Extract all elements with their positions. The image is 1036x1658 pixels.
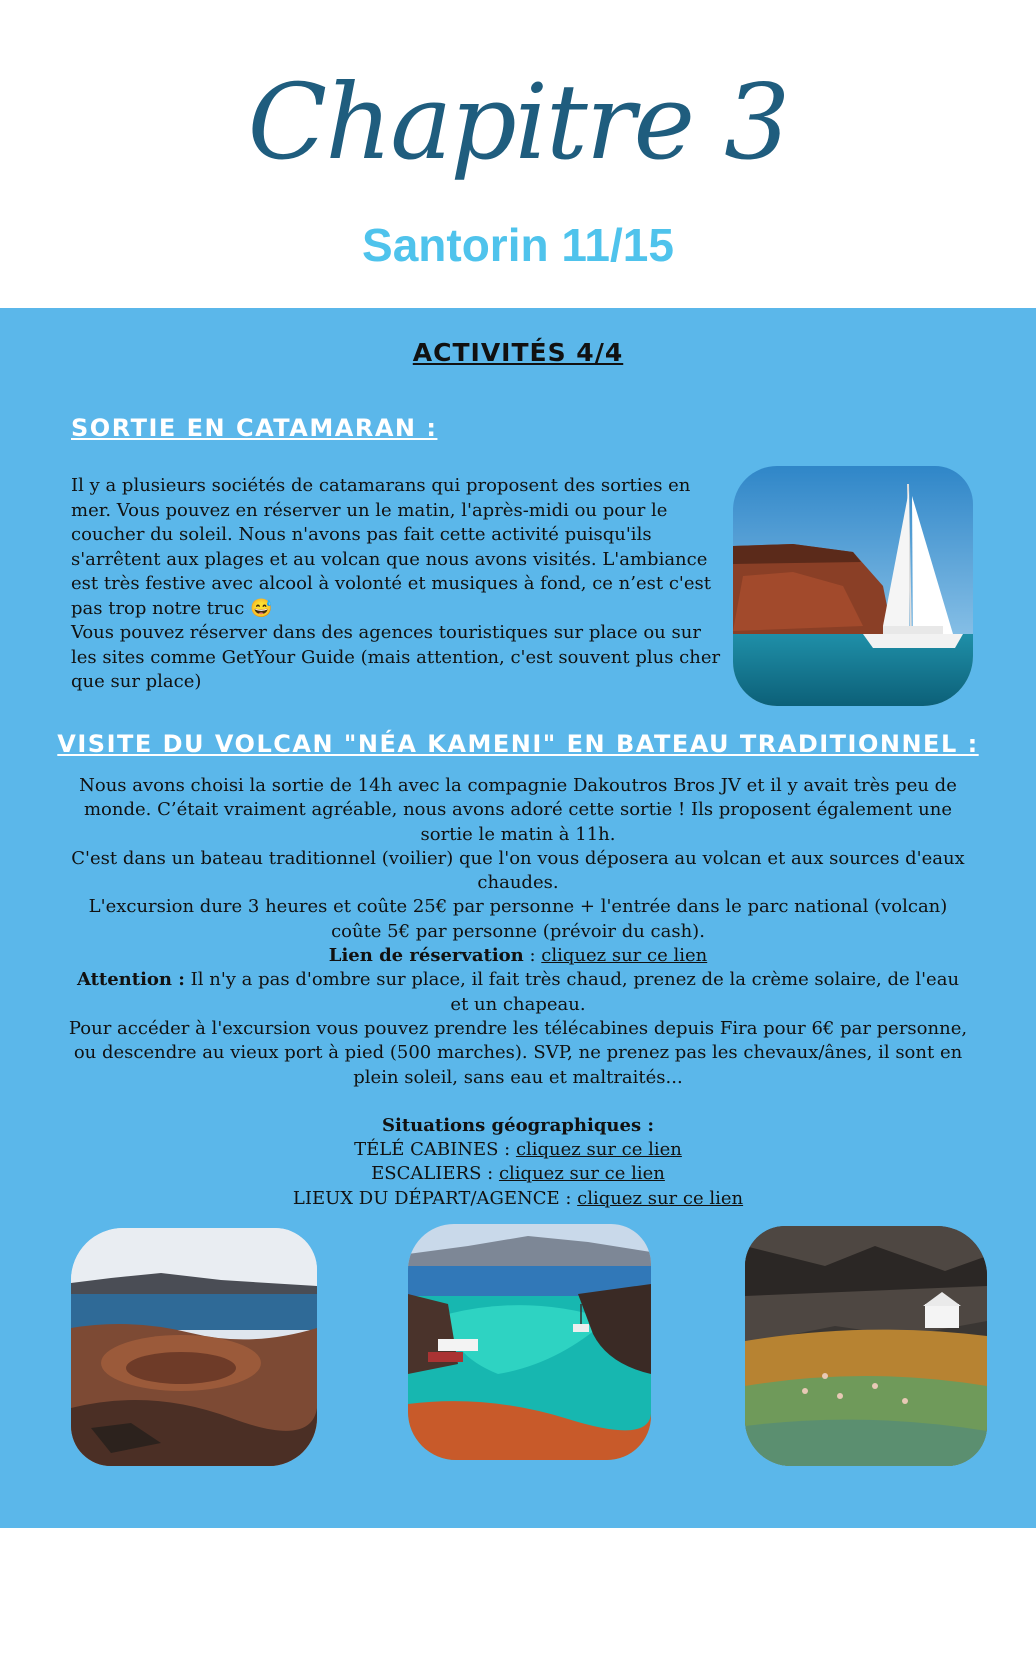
geo-link-telecabines[interactable]: cliquez sur ce lien [515,1139,682,1161]
catamaran-paragraph-2: Vous pouvez réserver dans des agences touristiques sur place ou sur les sites comme GetYour Guide (mais attention, c'est souvent plus cher que sur place) [71,622,721,692]
activities-heading: ACTIVITÉS 4/4 [412,338,624,367]
warning-text: Il n'y a pas d'ombre sur place, il fait très chaud, prenez de la crème solaire, de l'eau et un chapeau. [184,969,960,1015]
geo-link-escaliers[interactable]: cliquez sur ce lien [498,1163,665,1185]
volcano-crater-photo [71,1228,317,1466]
volcano-section-title: VISITE DU VOLCAN "NÉA KAMENI" EN BATEAU TRADITIONNEL : [57,730,979,758]
boats-bay-photo [408,1224,651,1460]
geo-label-agence: LIEUX DU DÉPART/AGENCE : [292,1187,578,1209]
catamaran-photo [733,466,973,706]
geo-label-telecabines: TÉLÉ CABINES : [354,1139,516,1161]
geo-line-agence [66,1187,970,1211]
booking-line [66,944,970,968]
geo-line-escaliers [66,1162,970,1186]
volcano-paragraph-1: Nous avons choisi la sortie de 14h avec la compagnie Dakoutros Bros JV et il y avait très peu de monde. C’était vraiment agréable, nous avons adoré cette sortie ! Ils proposent également une sortie le matin à 11h. [79,775,957,845]
warning-line [66,968,970,1017]
spacer [66,1090,970,1114]
volcano-text [66,774,970,1211]
warning-label: Attention : [76,969,185,991]
hot-springs-photo [745,1226,987,1466]
booking-separator: : [523,945,542,967]
geo-heading-text: Situations géographiques : [381,1114,654,1136]
geo-link-agence[interactable]: cliquez sur ce lien [577,1187,744,1209]
content-panel [0,308,1036,1528]
volcano-paragraph-3: L'excursion dure 3 heures et coûte 25€ par personne + l'entrée dans le parc national (volcan) coûte 5€ par personne (prévoir du cash). [88,896,948,942]
booking-label: Lien de réservation [328,945,524,967]
catamaran-section-title: SORTIE EN CATAMARAN : [71,414,438,442]
chapter-subtitle: Santorin 11/15 [362,219,674,271]
geo-label-escaliers: ESCALIERS : [371,1163,499,1185]
catamaran-text [71,474,721,695]
page-header [0,0,1036,308]
geo-line-telecabines [66,1138,970,1162]
volcano-paragraph-4: Pour accéder à l'excursion vous pouvez prendre les télécabines depuis Fira pour 6€ par personne, ou descendre au vieux port à pied (500 marches). SVP, ne prenez pas les chevaux/ânes, il sont en plein soleil, sans eau et maltraités... [68,1017,968,1088]
catamaran-paragraph-1: Il y a plusieurs sociétés de catamarans qui proposent des sorties en mer. Vous pouvez en réserver un le matin, l'après-midi ou pour le coucher du soleil. Nous n'avons pas fait cette activité puisqu'ils s'arrêtent aux plages et au volcan que nous avons visités. L'ambiance est très festive avec alcool à volonté et musiques à fond, ce n’est c'est pas trop notre truc 😅 [71,475,711,619]
booking-link[interactable]: cliquez sur ce lien [541,945,708,967]
chapter-title: Chapitre 3 [247,61,789,183]
volcano-paragraph-2: C'est dans un bateau traditionnel (voilier) que l'on vous déposera au volcan et aux sources d'eaux chaudes. [71,847,965,894]
geo-heading [66,1114,970,1138]
